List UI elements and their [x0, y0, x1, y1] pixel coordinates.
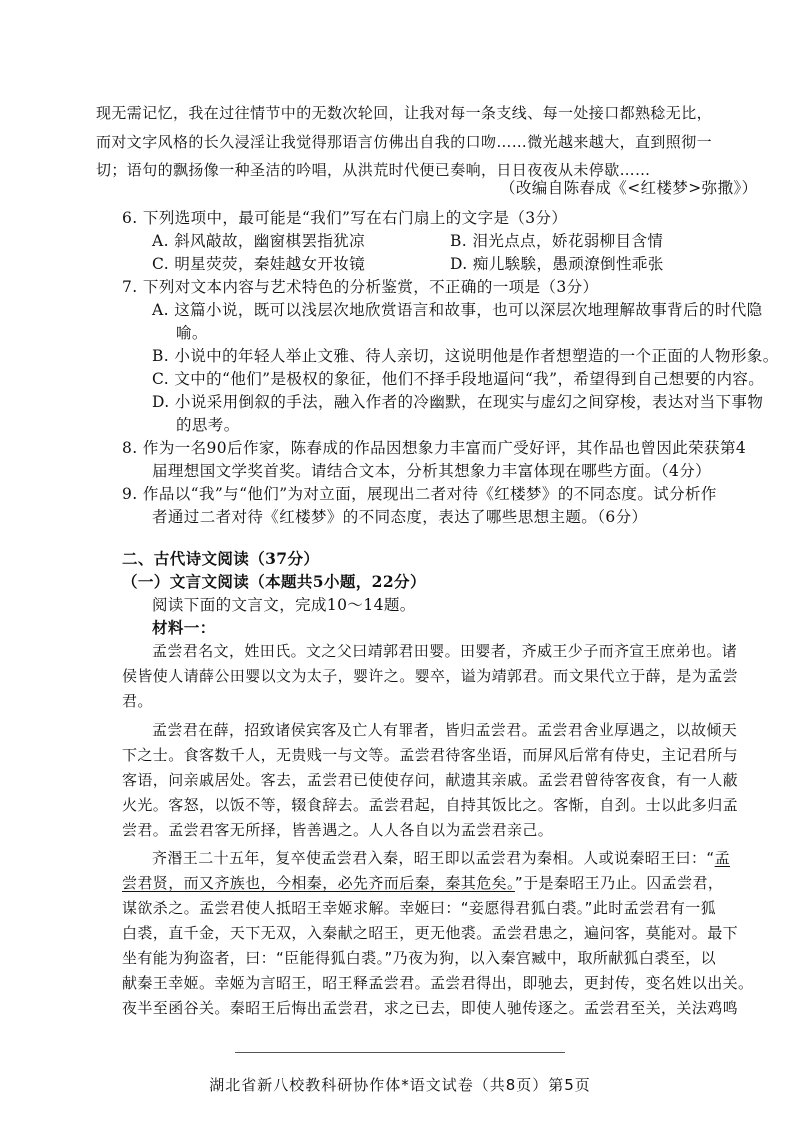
q8-line1: 8. 作为一名90后作家，陈春成的作品因想象力丰富而广受好评，其作品也曾因此荣获第4 [122, 439, 747, 457]
classical-p1-line2: 侯皆使人请薛公田婴以文为太子，婴许之。婴卒，谥为靖郭君。而文果代立于薛，是为孟尝 [122, 667, 739, 685]
classical-p3-line1 [152, 848, 730, 868]
classical-p3-line2-text: ”于是秦昭王乃止。囚孟尝君， [514, 874, 724, 892]
q7-option-c: C. 文中的“他们”是极权的象征，他们不择手段地逼问“我”，希望得到自己想要的内容。 [152, 370, 765, 388]
q6-option-a: A. 斜风敲故，幽窗棋罢指犹凉 [152, 232, 366, 250]
q8-line2: 届理想国文学奖首奖。请结合文本，分析其想象力丰富体现在哪些方面。（4分） [152, 462, 712, 480]
material-label: 材料一： [152, 618, 216, 637]
q7-stem: 7. 下列对文本内容与艺术特色的分析鉴赏，不正确的一项是（3分） [122, 278, 599, 296]
classical-p2-line1: 孟尝君在薛，招致诸侯宾客及亡人有罪者，皆归孟尝君。孟尝君舍业厚遇之，以故倾天 [152, 721, 738, 739]
classical-p2-line3: 客语，问亲戚居处。客去，孟尝君已使使存问，献遗其亲戚。孟尝君曾待客夜食，有一人蔽 [122, 771, 739, 789]
classical-p3-line5: 坐有能为狗盗者，曰：“臣能得狐白裘。”乃夜为狗，以入秦宫臧中，取所献狐白裘至，以 [122, 949, 717, 967]
reading-instruction: 阅读下面的文言文，完成10～14题。 [152, 596, 416, 614]
q6-option-b: B. 泪光点点，娇花弱柳目含情 [450, 232, 664, 250]
classical-p3-line2 [122, 873, 723, 893]
underlined-sentence: 尝君贤，而又齐族也，今相秦，必先齐而后秦，秦其危矣。 [122, 874, 515, 892]
classical-p2-line4: 火光。客怒，以饭不等，辍食辞去。孟尝君起，自持其饭比之。客惭，自刭。士以此多归孟 [122, 796, 739, 814]
q7-option-a-line2: 喻。 [176, 324, 208, 342]
classical-p2-line2: 下之士。食客数千人，无贵贱一与文等。孟尝君待客坐语，而屏风后常有侍史，主记君所与 [122, 746, 739, 764]
classical-p3-line7: 夜半至函谷关。秦昭王后悔出孟尝君，求之已去，即使人驰传逐之。孟尝君至关，关法鸡鸣 [122, 999, 739, 1017]
classical-p1-line1: 孟尝君名文，姓田氏。文之父曰靖郭君田婴。田婴者，齐威王少子而齐宣王庶弟也。诸 [152, 642, 738, 660]
q6-stem: 6. 下列选项中，最可能是“我们”写在右门扇上的文字是（3分） [122, 209, 568, 227]
classical-p3-line6: 献秦王幸姬。幸姬为言昭王，昭王释孟尝君。孟尝君得出，即驰去，更封传，变名姓以出关。 [122, 974, 754, 992]
footer-divider [235, 1052, 565, 1053]
q9-line2: 者通过二者对待《红楼梦》的不同态度，表达了哪些思想主题。（6分） [152, 508, 648, 526]
classical-p3-line3: 谋欲杀之。孟尝君使人抵昭王幸姬求解。幸姬曰：“妾愿得君狐白裘。”此时孟尝君有一狐 [122, 899, 717, 917]
q7-option-d-line2: 的思考。 [176, 416, 240, 434]
q6-option-c: C. 明星荧荧，秦娃越女开妆镜 [152, 255, 366, 273]
q6-option-d: D. 痴儿騃騃，愚顽潦倒性乖张 [450, 255, 664, 273]
passage-source: （改编自陈春成《<红楼梦>弥撒》） [500, 179, 758, 197]
q7-option-a-line1: A. 这篇小说，既可以浅层次地欣赏语言和故事，也可以深层次地理解故事背后的时代隐 [152, 301, 763, 319]
underlined-sentence-start: 孟 [714, 849, 730, 867]
classical-p2-line5: 尝君。孟尝君客无所择，皆善遇之。人人各自以为孟尝君亲己。 [122, 821, 554, 839]
classical-p3-line1-text: 齐湣王二十五年，复卒使孟尝君入秦，昭王即以孟尝君为秦相。人或说秦昭王曰：“ [152, 849, 715, 867]
q7-option-d-line1: D. 小说采用倒叙的手法，融入作者的冷幽默，在现实与虚幻之间穿梭，表达对当下事物 [152, 393, 764, 411]
classical-p3-line4: 白裘，直千金，天下无双，入秦献之昭王，更无他裘。孟尝君患之，遍问客，莫能对。最下 [122, 924, 739, 942]
classical-p1-line3: 君。 [122, 692, 153, 710]
passage-line-1: 现无需记忆，我在过往情节中的无数次轮回，让我对每一条支线、每一处接口都熟稔无比， [96, 104, 713, 122]
q9-line1: 9. 作品以“我”与“他们”为对立面，展现出二者对待《红楼梦》的不同态度。试分析作 [122, 485, 717, 503]
passage-line-2: 而对文字风格的长久浸淫让我觉得那语言仿佛出自我的口吻……微光越来越大，直到照彻一 [96, 133, 713, 151]
subsection-title: （一）文言文阅读（本题共5小题，22分） [122, 572, 426, 591]
page-footer: 湖北省新八校教科研协作体*语文试卷（共8页）第5页 [209, 1076, 591, 1094]
passage-line-3: 切；语句的飘扬像一种圣洁的吟唱，从洪荒时代便已奏响，日日夜夜从未停歇…… [96, 161, 651, 179]
q7-option-b: B. 小说中的年轻人举止文雅、待人亲切，这说明他是作者想塑造的一个正面的人物形象。 [152, 347, 779, 365]
section-title: 二、古代诗文阅读（37分） [122, 549, 320, 568]
